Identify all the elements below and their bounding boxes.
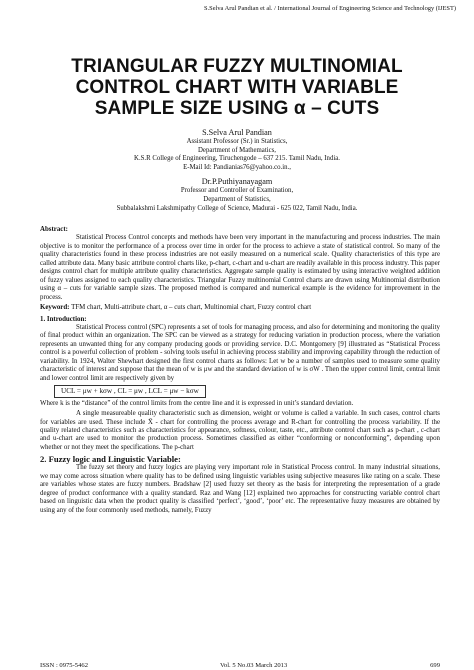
author1-email: E-Mail Id: Pandianias76@yahoo.co.in., (183, 163, 291, 171)
keywords (40, 304, 440, 312)
footer-issn: ISSN : 0975-5462 (40, 662, 88, 669)
equation-block (40, 385, 440, 397)
control-limits-equation: UCL = μw + kσw , CL = μw , LCL = μw − kσw (54, 385, 206, 397)
author1-affil: Assistant Professor (Sr.) in Statistics, (186, 138, 288, 145)
section1-paragraph: Statistical Process control (SPC) represents a set of tools for managing process, and also for determining and monitoring the quality of final product within an organization. The SPC can be viewed as a strategy for reducing variation in production process, where the variation represents an unwanted thing for any company producing goods or providing service. D.C. Montgomery [9] illustrated as “Statistical Process control is a powerful collection of problem - solving tools useful in achieving process stability and improving capability through the reduction of variability. In 1924, Walter Shewhart designed the first control charts as follows: Let w be a number of samples used to measure some quality characteristic of interest and suppose that the mean of w is μw and the standard deviation of w is σW . Then the upper control limit, central limit and lower control limit are respectively given by (40, 323, 440, 382)
footer-volume: Vol. 5 No.03 March 2013 (220, 662, 288, 669)
author1-affil: K.S.R College of Engineering, Tiruchengode – 637 215. Tamil Nadu, India. (134, 155, 340, 163)
title-line: TRIANGULAR FUZZY MULTINOMIAL (71, 56, 403, 77)
paper-title (40, 56, 434, 119)
section1-paragraph: Where k is the “distance” of the control limits from the centre line and it is expressed in unit’s standard deviation. (40, 399, 354, 407)
author2-affil: Subbalakshmi Lakshmipathy College of Science, Madurai - 625 022, Tamil Nadu, India. (116, 204, 358, 212)
title-line: SAMPLE SIZE USING α – CUTS (94, 98, 380, 119)
author2-name: Dr.P.Puthiyanayagam (201, 177, 273, 187)
section1-paragraph: A single measureable quality characteristic such as dimension, weight or volume is called a variable. In such cases, control charts for variables are used. These include X̄ - chart for controlling the process average and R-chart for controlling the process variability. If the quality related characteristics such as characteristics for appearance, softness, colour, taste, etc., attribute control chart such as p-chart , c-chart and u-chart are used to monitor the production process. Sometimes classified as either “conforming or nonconforming”, depending upon whether or not they meet the specifications. The p-chart (40, 410, 440, 451)
title-line: CONTROL CHART WITH VARIABLE (75, 77, 399, 98)
author2-affil: Professor and Controller of Examination, (180, 187, 294, 195)
author-block (40, 128, 434, 213)
author1-name: S.Selva Arul Pandian (202, 128, 272, 137)
keywords-label: Keyword: (40, 304, 70, 312)
running-head: S.Selva Arul Pandian et al. / International Journal of Engineering Science and Technology (IJEST) (204, 5, 456, 12)
footer-page-number: 699 (430, 662, 440, 669)
author1-affil: Department of Mathematics, (198, 146, 276, 154)
paper-body (40, 223, 440, 515)
section2-paragraph: The fuzzy set theory and fuzzy logics are playing very important role in Statistical Process control. In many industrial situations, we may come across situation where quality has to be defined using linguistic variables using subjective measures like rating on a scale. These are variables whose states are fuzzy numbers. Bradshaw [2] used fuzzy set theory as the basis for interpreting the representation of a grade degree of product conformance with a quality standard. Raz and Wang [12] explained two approaches for constructing variable control chart based on linguistic data when the product quality is classified ‘perfect’, ‘good’, ‘poor’ etc. The representative fuzzy measures are obtained by using any of the four commonly used methods, namely, Fuzzy (40, 464, 440, 514)
abstract-text: Statistical Process Control concepts and methods have been very important in the manufacturing and process industries. The main objective is to monitor the performance of a process over time in order for the process to achieve a state of statistical control. So many of the quality characteristics found in these process industries are not easily measured on a numerical scale. Quality characteristics of this type are called attribute data. Many basic attribute control charts like, p-chart, c-chart and u-chart are readily available in this process industry. This paper designs control chart for multiple attribute quality characteristics. Aggregate sample quality is estimated by using interactive weighted addition of fuzzy values assigned to each quality characteristics. Triangular Fuzzy multinomial Control charts are drawn using Multinomial distribution using α – cuts for variable sample sizes. The proposed method is compared and numerical example is the evidence for improvement in the process. (40, 234, 440, 301)
abstract-heading: Abstract: (40, 226, 68, 233)
keywords-text: TFM chart, Multi-attribute chart, α – cuts chart, Multinomial chart, Fuzzy control chart (71, 304, 312, 312)
author2-affil: Department of Statistics, (203, 195, 271, 203)
section2-heading: 2. Fuzzy logic and Linguistic Variable: (40, 454, 181, 465)
section1-heading: 1. Introduction: (40, 315, 87, 323)
